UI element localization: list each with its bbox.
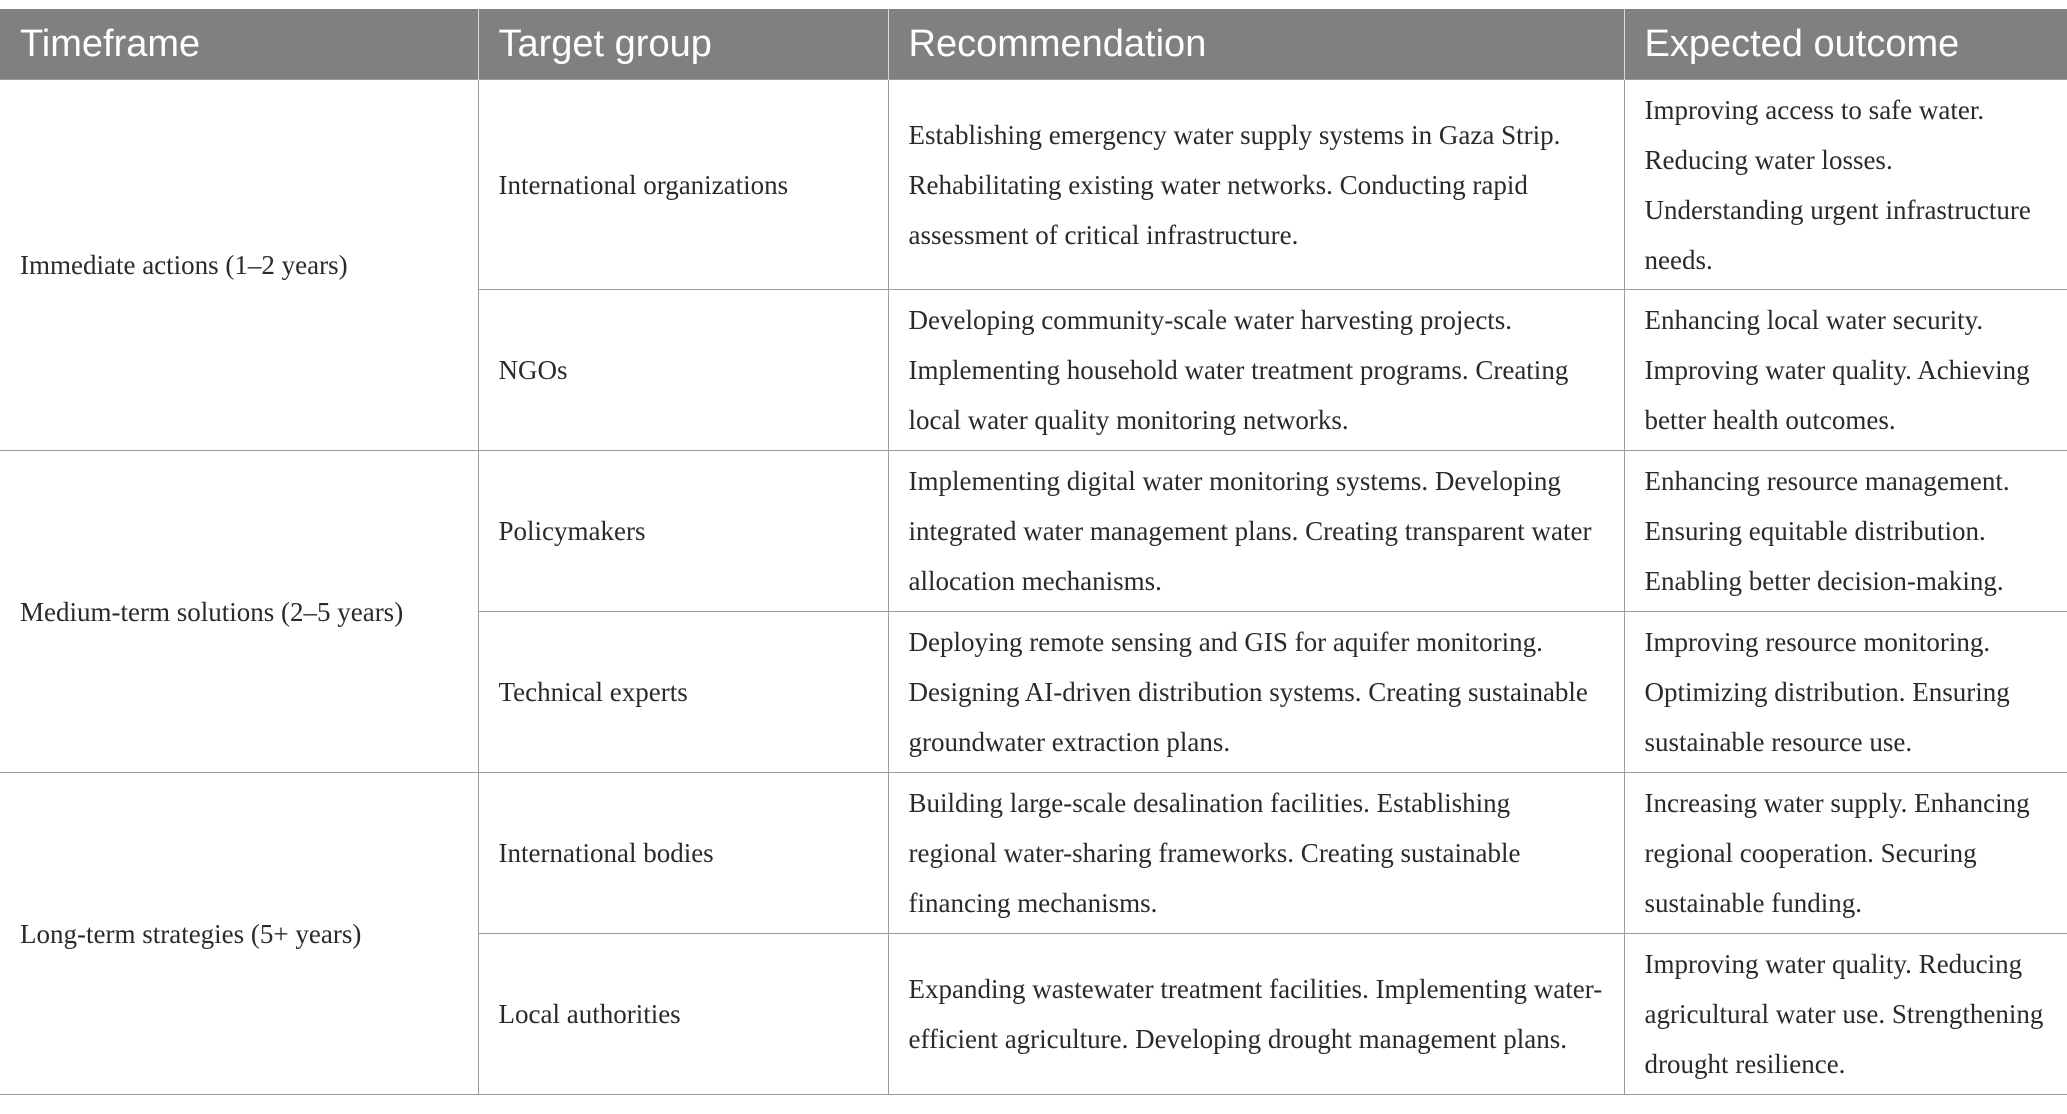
- header-timeframe: Timeframe: [0, 9, 478, 80]
- expected-outcome-cell: Enhancing resource management. Ensuring equitable distribution. Enabling better decision-making.: [1624, 451, 2067, 612]
- recommendation-cell: Implementing digital water monitoring systems. Developing integrated water management plans. Creating transparent water allocation mechanisms.: [888, 451, 1624, 612]
- target-group-cell: NGOs: [478, 290, 888, 451]
- header-target-group: Target group: [478, 9, 888, 80]
- recommendation-cell: Building large-scale desalination facilities. Establishing regional water-sharing frameworks. Creating sustainable financing mechanisms.: [888, 773, 1624, 934]
- table-row: [0, 451, 2067, 612]
- header-expected-outcome: Expected outcome: [1624, 9, 2067, 80]
- recommendation-cell: Establishing emergency water supply systems in Gaza Strip. Rehabilitating existing water networks. Conducting rapid assessment of critical infrastructure.: [888, 80, 1624, 290]
- table-row: [0, 80, 2067, 290]
- expected-outcome-cell: Improving resource monitoring. Optimizing distribution. Ensuring sustainable resource use.: [1624, 612, 2067, 773]
- target-group-cell: Policymakers: [478, 451, 888, 612]
- timeframe-cell: Medium-term solutions (2–5 years): [0, 451, 478, 773]
- recommendations-table-container: [0, 9, 2067, 1095]
- timeframe-cell: Immediate actions (1–2 years): [0, 80, 478, 451]
- table-header: [0, 9, 2067, 80]
- table-body: [0, 80, 2067, 1095]
- recommendation-cell: Deploying remote sensing and GIS for aquifer monitoring. Designing AI-driven distribution systems. Creating sustainable groundwater extraction plans.: [888, 612, 1624, 773]
- recommendation-cell: Developing community-scale water harvesting projects. Implementing household water treatment programs. Creating local water quality monitoring networks.: [888, 290, 1624, 451]
- target-group-cell: Technical experts: [478, 612, 888, 773]
- header-recommendation: Recommendation: [888, 9, 1624, 80]
- target-group-cell: Local authorities: [478, 934, 888, 1095]
- expected-outcome-cell: Improving water quality. Reducing agricultural water use. Strengthening drought resilience.: [1624, 934, 2067, 1095]
- expected-outcome-cell: Improving access to safe water. Reducing water losses. Understanding urgent infrastructure needs.: [1624, 80, 2067, 290]
- target-group-cell: International bodies: [478, 773, 888, 934]
- expected-outcome-cell: Enhancing local water security. Improving water quality. Achieving better health outcomes.: [1624, 290, 2067, 451]
- timeframe-cell: Long-term strategies (5+ years): [0, 773, 478, 1095]
- table-row: [0, 773, 2067, 934]
- header-row: [0, 9, 2067, 80]
- recommendation-cell: Expanding wastewater treatment facilities. Implementing water-efficient agriculture. Developing drought management plans.: [888, 934, 1624, 1095]
- recommendations-table: [0, 9, 2067, 1095]
- target-group-cell: International organizations: [478, 80, 888, 290]
- expected-outcome-cell: Increasing water supply. Enhancing regional cooperation. Securing sustainable funding.: [1624, 773, 2067, 934]
